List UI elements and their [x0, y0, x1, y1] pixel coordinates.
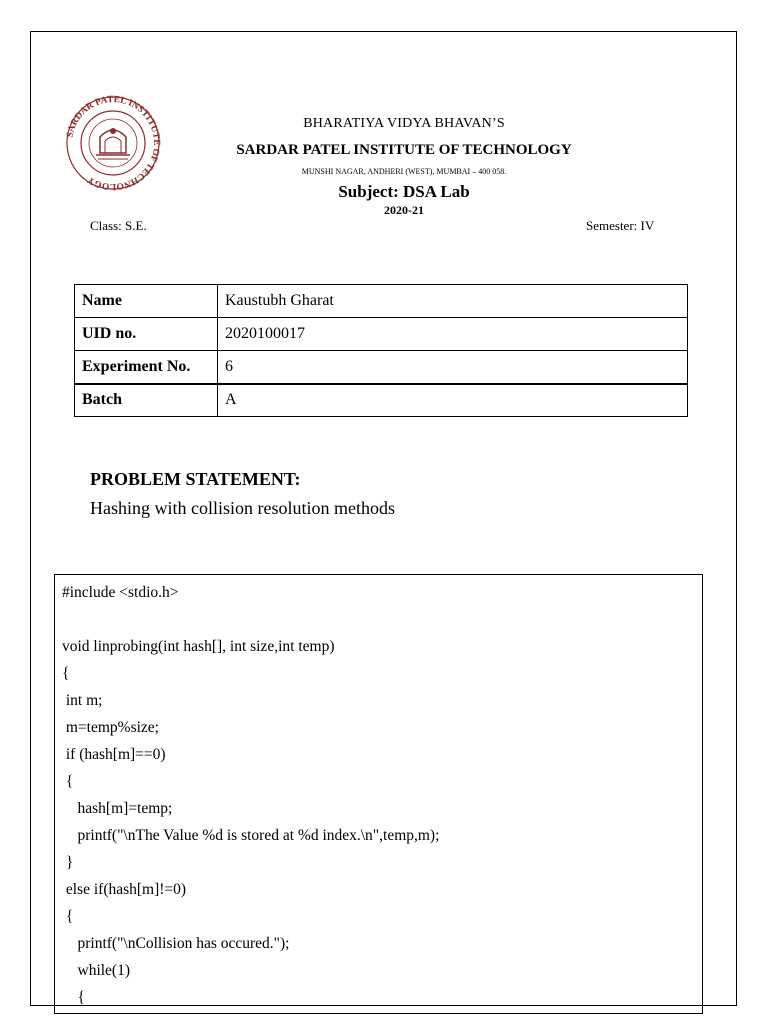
problem-statement-heading: PROBLEM STATEMENT:	[90, 469, 301, 489]
institute-name: SARDAR PATEL INSTITUTE OF TECHNOLOGY	[236, 142, 572, 158]
code-block	[54, 574, 703, 1014]
row-value: 2020100017	[218, 318, 688, 351]
code-line: int m;	[62, 692, 103, 709]
code-line: printf("\nThe Value %d is stored at %d index.\n",temp,m);	[62, 827, 440, 844]
code-line: #include <stdio.h>	[62, 584, 179, 601]
code-line: {	[62, 665, 70, 682]
row-value: A	[218, 384, 688, 417]
code-line: while(1)	[62, 962, 131, 979]
academic-year: 2020-21	[384, 203, 424, 217]
problem-statement-text: Hashing with collision resolution methods	[90, 498, 395, 518]
code-line: else if(hash[m]!=0)	[62, 881, 187, 898]
student-info-table	[74, 284, 688, 417]
table-row	[75, 351, 688, 384]
code-line: m=temp%size;	[62, 719, 159, 736]
row-value: Kaustubh Gharat	[218, 285, 688, 318]
institute-address: MUNSHI NAGAR, ANDHERI (WEST), MUMBAI – 400 058.	[301, 167, 507, 176]
row-label: UID no.	[75, 318, 218, 351]
org-name: BHARATIYA VIDYA BHAVAN’S	[303, 116, 505, 131]
code-line: printf("\nCollision has occured.");	[62, 935, 290, 952]
logo-ring-text: SARDAR PATEL INSTITUTE OF TECHNOLOGY	[65, 94, 162, 192]
row-label: Batch	[75, 384, 218, 417]
code-line: {	[62, 773, 74, 790]
table-row	[75, 285, 688, 318]
table-row	[75, 384, 688, 417]
table-row	[75, 318, 688, 351]
code-line: {	[62, 989, 85, 1006]
subject-title: Subject: DSA Lab	[338, 182, 470, 201]
semester-label: Semester: IV	[586, 218, 655, 233]
code-line: if (hash[m]==0)	[62, 746, 166, 763]
code-line: void linprobing(int hash[], int size,int temp)	[62, 638, 335, 655]
code-line: hash[m]=temp;	[62, 800, 173, 817]
row-label: Experiment No.	[75, 351, 218, 384]
svg-text:SARDAR PATEL INSTITUTE OF TECH	[65, 95, 161, 191]
code-line: {	[62, 908, 74, 925]
code-line: }	[62, 854, 74, 871]
row-label: Name	[75, 285, 218, 318]
class-label: Class: S.E.	[90, 218, 147, 233]
institute-logo	[58, 93, 168, 193]
row-value: 6	[218, 351, 688, 384]
